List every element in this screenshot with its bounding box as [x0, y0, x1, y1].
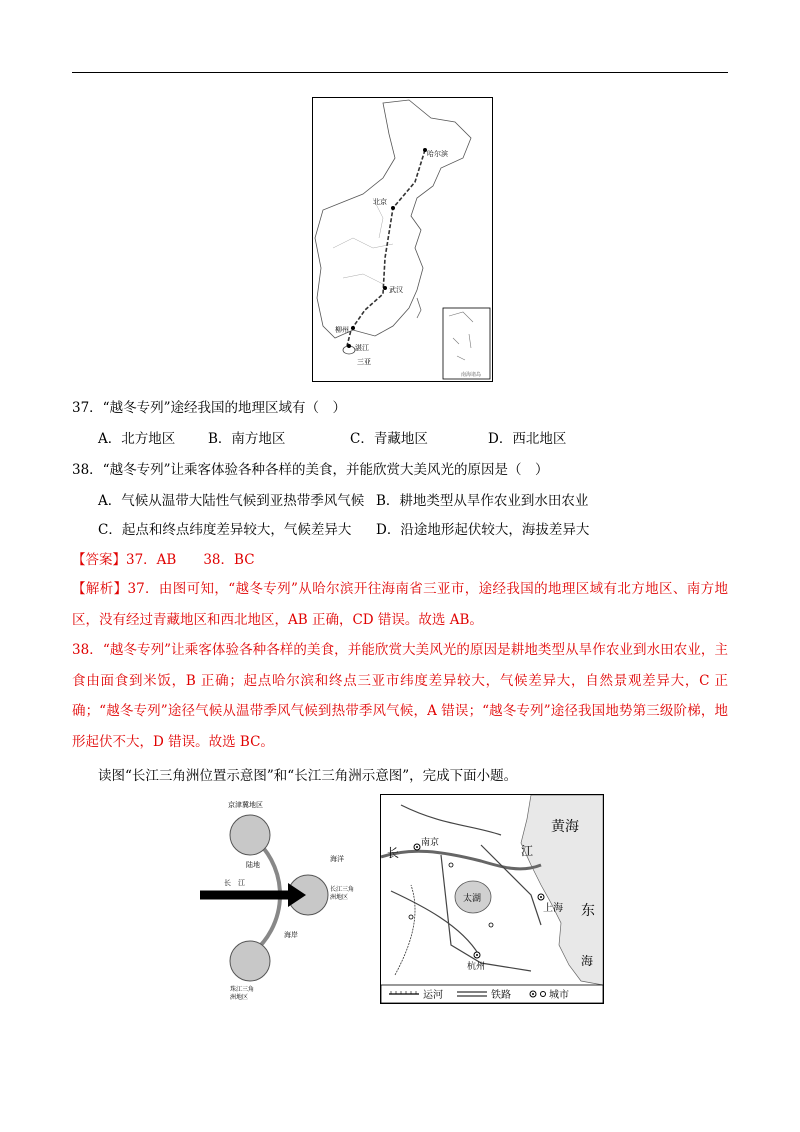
location-diagram-svg	[200, 795, 360, 1000]
label-chang: 长	[387, 846, 400, 860]
legend-rail: 铁路	[491, 990, 511, 1001]
q38-option-c: C．起点和终点纬度差异较大，气候差异大	[98, 522, 352, 538]
label-beijing: 北京	[373, 198, 387, 206]
label-changjiang: 长 江	[224, 879, 245, 887]
yangtze-delta-location-diagram	[200, 795, 360, 1000]
legend-city: 城市	[549, 990, 569, 1001]
label-zhujiang-1: 珠江三角	[230, 986, 255, 993]
analysis-38: 38．“越冬专列”让乘客体验各种各样的美食，并能欣赏大美风光的原因是耕地类型从旱作农业到水田农业，主食由面食到米饭，B 正确；起点哈尔滨和终点三亚市纬度差异较大，气候差异大，自然景观差异大，C 正确；“越冬专列”途径气候从温带季风气候到热带季风气候，A 错误；“越冬专列”途径我国地势第三级阶梯，地形起伏不大，D 错误。故选 BC。	[72, 642, 728, 750]
label-haian: 海岸	[284, 931, 298, 939]
label-haiyang: 海洋	[330, 855, 344, 863]
label-yangtze-delta-2: 洲地区	[330, 894, 349, 901]
analysis-tag: 【解析】	[72, 581, 128, 597]
header-rule	[72, 72, 728, 73]
label-nanjing: 南京	[421, 838, 440, 848]
q37-options	[98, 428, 566, 450]
q38-options-row2	[98, 519, 589, 541]
q37-option-b: B．南方地区	[208, 431, 286, 447]
q38-option-d: D．沿途地形起伏较大，海拔差异大	[376, 522, 590, 538]
analysis-37-text: 37．由图可知，“越冬专列”从哈尔滨开往海南省三亚市，途经我国的地理区域有北方地区、南方地区，没有经过青藏地区和西北地区，AB 正确，CD 错误。故选 AB。	[72, 581, 729, 628]
china-rail-map	[312, 97, 493, 382]
label-jingjinji: 京津冀地区	[228, 801, 263, 809]
intro-text: 读图“长江三角洲位置示意图”和“长江三角洲示意图”，完成下面小题。	[98, 768, 518, 784]
label-dong: 东	[581, 903, 595, 919]
label-inset: 南海诸岛	[461, 372, 482, 378]
label-shanghai: 上海	[543, 903, 563, 914]
answer-text: 37．AB 38．BC	[126, 552, 255, 568]
china-map-svg	[313, 98, 492, 381]
label-jiang: 江	[521, 844, 534, 858]
delta-map-svg	[381, 795, 603, 1003]
q37-stem: 37．“越冬专列”途经我国的地理区域有（ ）	[72, 400, 346, 416]
q37-option-c: C．青藏地区	[350, 431, 428, 447]
analysis-37	[72, 574, 728, 635]
q37-option-d: D．西北地区	[488, 431, 567, 447]
answer-line	[72, 549, 255, 571]
label-huanghai: 黄海	[551, 819, 579, 835]
label-wuhan: 武汉	[389, 286, 403, 294]
label-hangzhou: 杭州	[467, 962, 486, 972]
label-harbin: 哈尔滨	[427, 150, 448, 158]
legend-canal: 运河	[423, 990, 443, 1001]
label-liuzhou: 柳州	[335, 326, 349, 334]
label-taihu: 太湖	[463, 894, 482, 904]
yangtze-delta-map	[380, 794, 604, 1004]
q38-option-b: B．耕地类型从旱作农业到水田农业	[376, 493, 589, 509]
q38-options-row1	[98, 490, 588, 512]
label-sanya: 三亚	[357, 358, 371, 366]
q38-option-a: A．气候从温带大陆性气候到亚热带季风气候	[98, 493, 365, 509]
q37-option-a: A．北方地区	[98, 431, 176, 447]
label-ludi: 陆地	[246, 861, 260, 869]
answer-tag: 【答案】	[72, 552, 126, 568]
south-china-sea-inset	[443, 308, 490, 379]
label-yangtze-delta-1: 长江三角	[330, 886, 355, 893]
label-zhanjiang: 湛江	[355, 344, 369, 352]
label-hai: 海	[581, 954, 594, 968]
label-zhujiang-2: 洲地区	[230, 994, 249, 1000]
q38-stem: 38．“越冬专列”让乘客体验各种各样的美食，并能欣赏大美风光的原因是（ ）	[72, 462, 549, 478]
